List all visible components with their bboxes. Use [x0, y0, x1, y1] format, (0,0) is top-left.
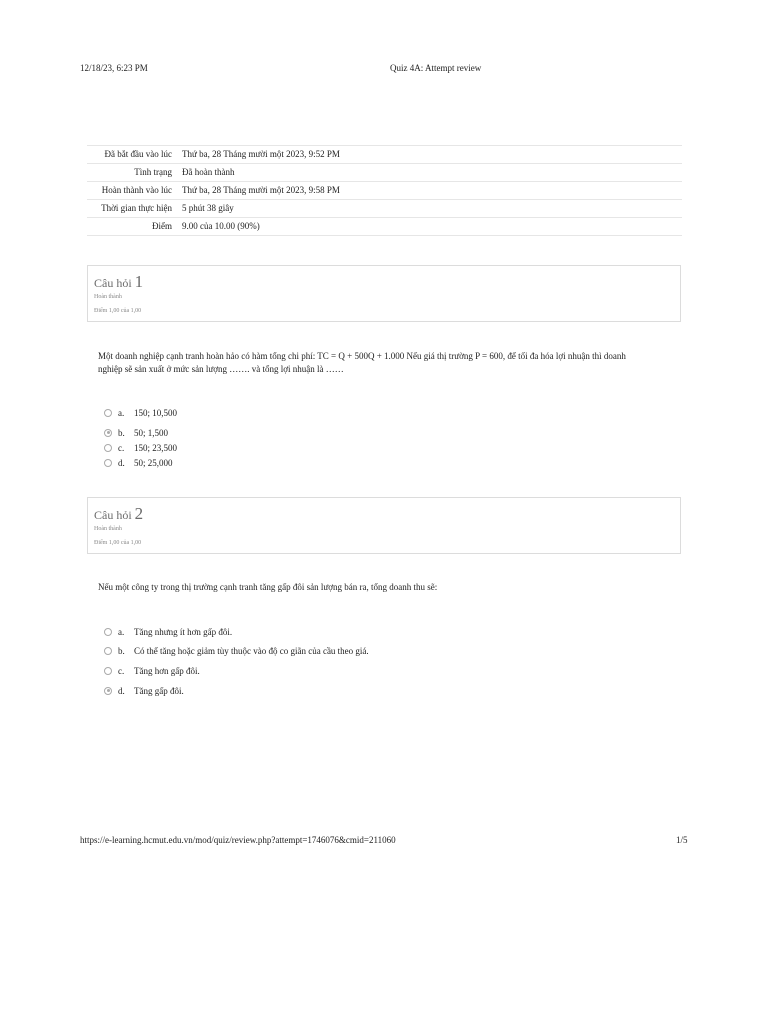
question-2-option-d[interactable]: [104, 685, 184, 697]
option-letter: c.: [118, 666, 125, 676]
radio-button[interactable]: [104, 628, 112, 636]
question-state: Hoàn thành: [94, 526, 122, 532]
question-2-option-c[interactable]: [104, 665, 200, 677]
summary-label: Tình trạng: [87, 164, 178, 182]
summary-row: [87, 218, 682, 236]
attempt-summary-table: [87, 145, 682, 236]
summary-value: Thứ ba, 28 Tháng mười một 2023, 9:52 PM: [178, 146, 682, 164]
question-state: Hoàn thành: [94, 294, 122, 300]
summary-value: 9.00 của 10.00 (90%): [178, 218, 682, 236]
option-text: Có thể tăng hoặc giảm tùy thuộc vào độ co giãn của cầu theo giá.: [134, 646, 369, 656]
option-letter: c.: [118, 443, 125, 453]
question-1-text: Một doanh nghiệp cạnh tranh hoàn hảo có hàm tổng chi phí: TC = Q + 500Q + 1.000 Nếu giá thị trường P = 600, để tối đa hóa lợi nhuận thì doanh nghiệp sẽ sản xuất ở mức sản lượng ……. và tổng lợi nhuận là ……: [98, 351, 626, 374]
question-grade: Điểm 1,00 của 1,00: [94, 540, 142, 546]
radio-button[interactable]: [104, 647, 112, 655]
question-1-info-box: [87, 265, 681, 322]
summary-label: Đã bắt đầu vào lúc: [87, 146, 178, 164]
question-number-value: 1: [134, 272, 144, 291]
question-number-value: 2: [134, 504, 144, 523]
option-text: Tăng nhưng ít hơn gấp đôi.: [134, 627, 233, 637]
radio-button[interactable]: [104, 459, 112, 467]
question-2-text: Nếu một công ty trong thị trường cạnh tranh tăng gấp đôi sản lượng bán ra, tổng doanh thu sẽ:: [98, 582, 438, 592]
summary-label: Điểm: [87, 218, 178, 236]
radio-button-selected[interactable]: [104, 429, 112, 437]
question-1-option-a[interactable]: [104, 407, 177, 419]
radio-button[interactable]: [104, 667, 112, 675]
question-2-option-b[interactable]: [104, 645, 369, 657]
summary-row: [87, 182, 682, 200]
option-text: Tăng hơn gấp đôi.: [134, 666, 200, 676]
option-text: 50; 1,500: [134, 428, 169, 438]
question-2-option-a[interactable]: [104, 626, 232, 638]
print-datetime: 12/18/23, 6:23 PM: [80, 63, 148, 73]
option-letter: b.: [118, 646, 125, 656]
question-label: Câu hỏi: [94, 508, 132, 522]
radio-button-selected[interactable]: [104, 687, 112, 695]
option-letter: a.: [118, 627, 125, 637]
question-1-option-b[interactable]: [104, 427, 168, 439]
summary-label: Hoàn thành vào lúc: [87, 182, 178, 200]
option-letter: d.: [118, 686, 125, 696]
question-number: [94, 504, 143, 524]
question-number: [94, 272, 143, 292]
option-text: Tăng gấp đôi.: [134, 686, 184, 696]
page-number: 1/5: [676, 835, 688, 845]
option-letter: a.: [118, 408, 125, 418]
question-2-info-box: [87, 497, 681, 554]
print-url: https://e-learning.hcmut.edu.vn/mod/quiz/review.php?attempt=1746076&cmid=211060: [80, 835, 396, 845]
option-text: 50; 25,000: [134, 458, 173, 468]
radio-button[interactable]: [104, 409, 112, 417]
option-letter: b.: [118, 428, 125, 438]
summary-row: [87, 200, 682, 218]
option-text: 150; 23,500: [134, 443, 178, 453]
summary-row: [87, 164, 682, 182]
option-letter: d.: [118, 458, 125, 468]
summary-label: Thời gian thực hiện: [87, 200, 178, 218]
question-1-option-c[interactable]: [104, 442, 177, 454]
question-grade: Điểm 1,00 của 1,00: [94, 308, 142, 314]
question-1-option-d[interactable]: [104, 457, 173, 469]
question-label: Câu hỏi: [94, 276, 132, 290]
option-text: 150; 10,500: [134, 408, 178, 418]
summary-value: Đã hoàn thành: [178, 164, 682, 182]
print-page-title: Quiz 4A: Attempt review: [390, 63, 482, 73]
radio-button[interactable]: [104, 444, 112, 452]
summary-value: Thứ ba, 28 Tháng mười một 2023, 9:58 PM: [178, 182, 682, 200]
summary-value: 5 phút 38 giây: [178, 200, 682, 218]
summary-row: [87, 146, 682, 164]
